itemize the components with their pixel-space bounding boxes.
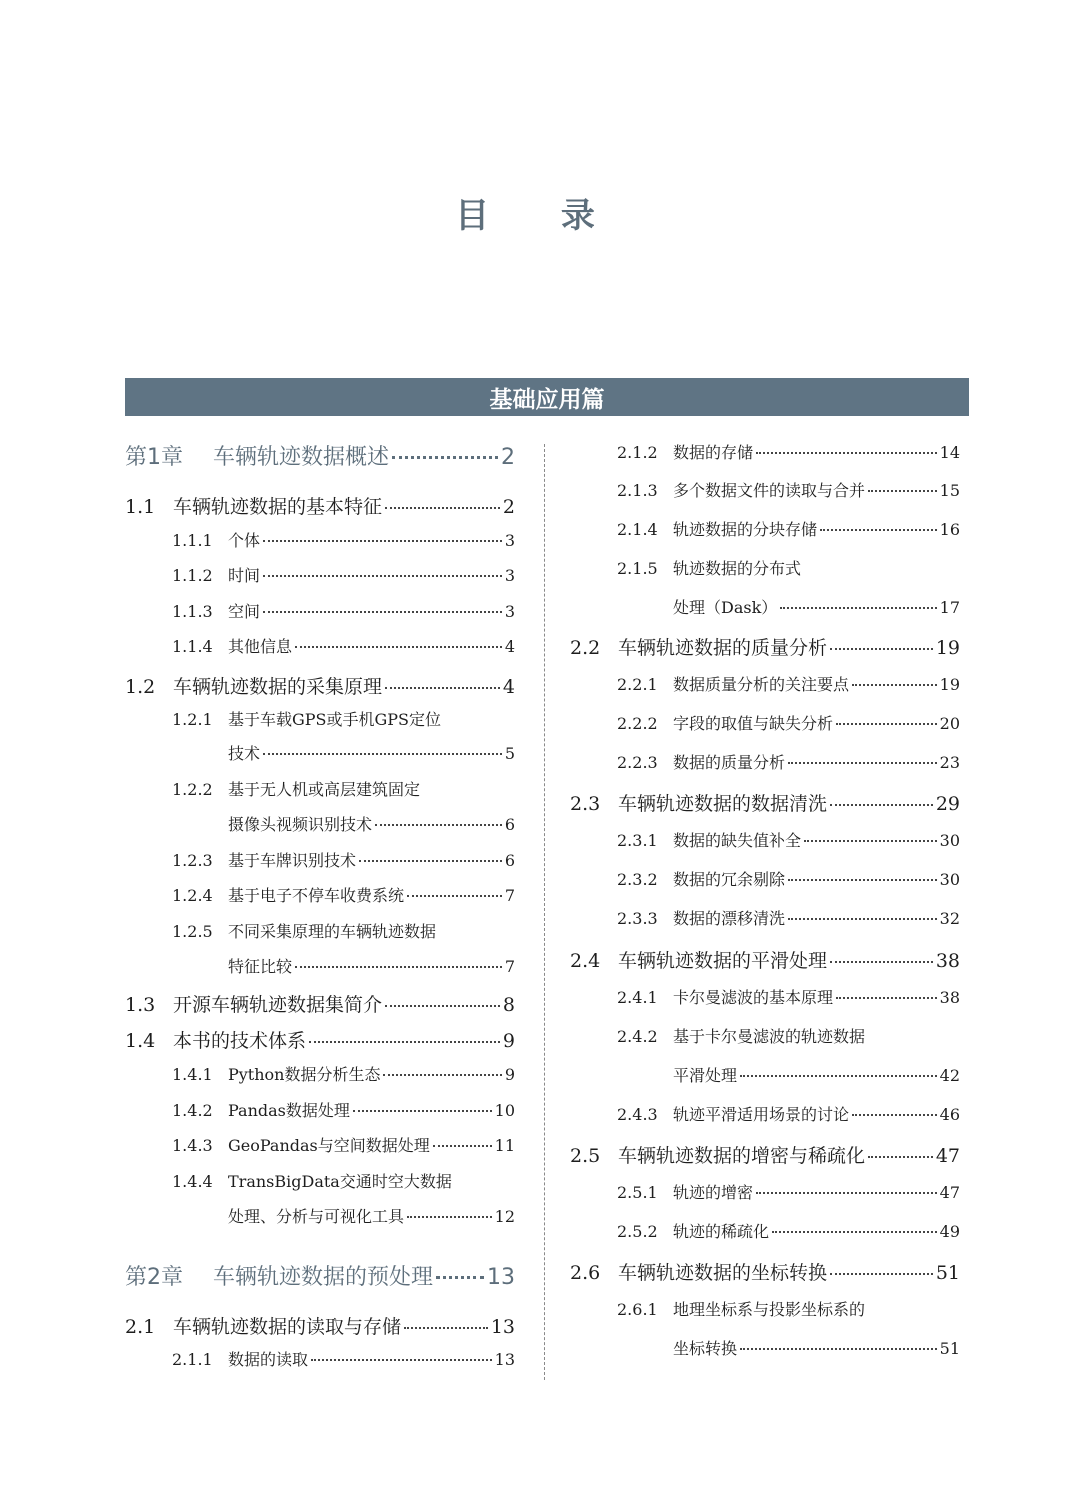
- page-number: 12: [494, 1207, 515, 1226]
- entry-number: 1.2.1: [172, 710, 213, 729]
- entry-title: 车辆轨迹数据的采集原理: [173, 676, 383, 698]
- entry-number: 2.4: [570, 950, 601, 972]
- entry-title: 轨迹平滑适用场景的讨论: [673, 1105, 850, 1124]
- section-entry[interactable]: [125, 672, 515, 699]
- subsection-entry[interactable]: [172, 919, 515, 942]
- subsection-entry[interactable]: [617, 1219, 960, 1242]
- subsection-entry[interactable]: [617, 517, 960, 540]
- page-number: 3: [504, 531, 515, 550]
- subsection-entry[interactable]: [172, 528, 515, 551]
- subsection-entry[interactable]: [617, 828, 960, 851]
- page-number: 13: [490, 1316, 515, 1338]
- entry-title: 数据的缺失值补全: [673, 831, 802, 850]
- page-number: 2: [501, 445, 515, 470]
- entry-number: 1.1: [125, 496, 156, 518]
- dot-leader: [830, 1273, 933, 1275]
- page-number: 9: [502, 1030, 515, 1052]
- entry-number: 1.4.1: [172, 1065, 213, 1084]
- subsection-entry[interactable]: [617, 867, 960, 890]
- page-number: 29: [935, 793, 960, 815]
- entry-title: 轨迹数据的分块存储: [673, 520, 818, 539]
- entry-title: 车辆轨迹数据的预处理: [213, 1265, 434, 1290]
- dot-leader: [836, 997, 937, 999]
- dot-leader: [359, 860, 502, 862]
- subsection-entry[interactable]: [617, 672, 960, 695]
- entry-title: 坐标转换: [673, 1339, 738, 1358]
- entry-number: 1.2.4: [172, 886, 213, 905]
- entry-number: 1.2.2: [172, 780, 213, 799]
- entry-number: 2.1.4: [617, 520, 658, 539]
- entry-title: 轨迹的增密: [673, 1183, 754, 1202]
- dot-leader: [756, 452, 937, 454]
- entry-title: 本书的技术体系: [173, 1030, 307, 1052]
- dot-leader: [852, 1114, 937, 1116]
- dot-leader: [788, 879, 937, 881]
- subsection-entry[interactable]: [673, 1063, 960, 1086]
- page-number: 14: [939, 443, 960, 462]
- dot-leader: [740, 1075, 937, 1077]
- subsection-entry[interactable]: [228, 954, 515, 977]
- dot-leader: [836, 723, 937, 725]
- entry-title: 车辆轨迹数据的读取与存储: [173, 1316, 402, 1338]
- entry-number: 第1章: [125, 445, 183, 470]
- dot-leader: [830, 804, 933, 806]
- dot-leader: [309, 1041, 500, 1043]
- entry-number: 2.2.2: [617, 714, 658, 733]
- entry-title: 车辆轨迹数据概述: [213, 445, 390, 470]
- entry-title: 时间: [228, 566, 261, 585]
- dot-leader: [383, 1074, 501, 1076]
- dot-leader: [375, 824, 502, 826]
- page-number: 17: [939, 598, 960, 617]
- subsection-entry[interactable]: [617, 1297, 960, 1320]
- entry-number: 2.5: [570, 1145, 601, 1167]
- entry-title: 基于电子不停车收费系统: [228, 886, 405, 905]
- section-entry[interactable]: [570, 1258, 960, 1285]
- entry-number: 2.3.2: [617, 870, 658, 889]
- page-number: 6: [504, 851, 515, 870]
- entry-title: TransBigData交通时空大数据: [228, 1172, 452, 1191]
- dot-leader: [263, 575, 502, 577]
- subsection-entry[interactable]: [673, 1336, 960, 1359]
- dot-leader: [436, 1276, 484, 1279]
- dot-leader: [295, 966, 502, 968]
- entry-title: 基于车牌识别技术: [228, 851, 357, 870]
- subsection-entry[interactable]: [172, 883, 515, 906]
- page-number: 8: [502, 994, 515, 1016]
- subsection-entry[interactable]: [617, 478, 960, 501]
- entry-title: 车辆轨迹数据的坐标转换: [618, 1262, 828, 1284]
- entry-title: 基于车载GPS或手机GPS定位: [228, 710, 442, 729]
- page-number: 5: [504, 744, 515, 763]
- page-number: 16: [939, 520, 960, 539]
- dot-leader: [830, 648, 933, 650]
- entry-title: 基于卡尔曼滤波的轨迹数据: [673, 1027, 866, 1046]
- dot-leader: [263, 611, 502, 613]
- dot-leader: [263, 753, 502, 755]
- subsection-entry[interactable]: [617, 985, 960, 1008]
- entry-number: 1.4: [125, 1030, 156, 1052]
- entry-title: 车辆轨迹数据的增密与稀疏化: [618, 1145, 866, 1167]
- entry-title: Python数据分析生态: [228, 1065, 381, 1084]
- entry-number: 2.1.3: [617, 481, 658, 500]
- dot-leader: [772, 1231, 937, 1233]
- entry-title: 数据的冗余剔除: [673, 870, 786, 889]
- page-number: 3: [504, 566, 515, 585]
- entry-number: 1.1.4: [172, 637, 213, 656]
- page-number: 47: [939, 1183, 960, 1202]
- page-number: 38: [935, 950, 960, 972]
- page-number: 38: [939, 988, 960, 1007]
- subsection-entry[interactable]: [172, 1098, 515, 1121]
- page-number: 7: [504, 957, 515, 976]
- page-number: 6: [504, 815, 515, 834]
- page-number: 49: [939, 1222, 960, 1241]
- entry-number: 2.2.3: [617, 753, 658, 772]
- entry-title: 技术: [228, 744, 261, 763]
- entry-title: 轨迹数据的分布式: [673, 559, 802, 578]
- entry-title: 其他信息: [228, 637, 293, 656]
- subsection-entry[interactable]: [617, 1102, 960, 1125]
- page-number: 30: [939, 870, 960, 889]
- entry-title: 字段的取值与缺失分析: [673, 714, 834, 733]
- section-entry[interactable]: [570, 946, 960, 973]
- entry-number: 1.4.2: [172, 1101, 213, 1120]
- entry-number: 2.2.1: [617, 675, 658, 694]
- entry-number: 1.4.4: [172, 1172, 213, 1191]
- entry-number: 2.1.1: [172, 1350, 213, 1369]
- entry-number: 2.4.2: [617, 1027, 658, 1046]
- entry-number: 1.2.3: [172, 851, 213, 870]
- chapter-entry[interactable]: [125, 440, 515, 471]
- entry-title: 平滑处理: [673, 1066, 738, 1085]
- subsection-entry[interactable]: [617, 750, 960, 773]
- dot-leader: [788, 918, 937, 920]
- subsection-entry[interactable]: [172, 634, 515, 657]
- page-number: 4: [502, 676, 515, 698]
- section-entry[interactable]: [570, 633, 960, 660]
- page-number: 42: [939, 1066, 960, 1085]
- subsection-entry[interactable]: [228, 1204, 515, 1227]
- entry-title: 不同采集原理的车辆轨迹数据: [228, 922, 437, 941]
- entry-title: 车辆轨迹数据的数据清洗: [618, 793, 828, 815]
- subsection-entry[interactable]: [228, 812, 515, 835]
- entry-title: 数据质量分析的关注要点: [673, 675, 850, 694]
- page-number: 19: [939, 675, 960, 694]
- column-divider: [544, 444, 545, 1380]
- section-entry[interactable]: [125, 492, 515, 519]
- page-number: 46: [939, 1105, 960, 1124]
- entry-title: 数据的存储: [673, 443, 754, 462]
- subsection-entry[interactable]: [172, 848, 515, 871]
- entry-title: 特征比较: [228, 957, 293, 976]
- page-number: 13: [487, 1265, 515, 1290]
- entry-title: 车辆轨迹数据的基本特征: [173, 496, 383, 518]
- entry-title: 车辆轨迹数据的质量分析: [618, 637, 828, 659]
- entry-title: 车辆轨迹数据的平滑处理: [618, 950, 828, 972]
- part-banner: 基础应用篇: [125, 378, 969, 416]
- dot-leader: [404, 1327, 488, 1329]
- subsection-entry[interactable]: [617, 906, 960, 929]
- entry-title: 数据的质量分析: [673, 753, 786, 772]
- entry-title: 数据的漂移清洗: [673, 909, 786, 928]
- dot-leader: [804, 840, 937, 842]
- page-number: 7: [504, 886, 515, 905]
- page-number: 15: [939, 481, 960, 500]
- page-number: 30: [939, 831, 960, 850]
- section-entry[interactable]: [125, 1312, 515, 1339]
- entry-number: 2.5.1: [617, 1183, 658, 1202]
- subsection-entry[interactable]: [617, 1024, 960, 1047]
- page-number: 9: [504, 1065, 515, 1084]
- page-number: 2: [502, 496, 515, 518]
- page-title: 目 录: [455, 196, 625, 236]
- dot-leader: [385, 507, 500, 509]
- entry-title: 地理坐标系与投影坐标系的: [673, 1300, 866, 1319]
- entry-title: 轨迹的稀疏化: [673, 1222, 770, 1241]
- subsection-entry[interactable]: [172, 707, 515, 730]
- subsection-entry[interactable]: [172, 599, 515, 622]
- page-number: 19: [935, 637, 960, 659]
- entry-number: 1.1.2: [172, 566, 213, 585]
- entry-number: 2.3.3: [617, 909, 658, 928]
- entry-title: 开源车辆轨迹数据集简介: [173, 994, 383, 1016]
- page-number: 13: [494, 1350, 515, 1369]
- subsection-entry[interactable]: [172, 563, 515, 586]
- subsection-entry[interactable]: [172, 777, 515, 800]
- entry-number: 2.1: [125, 1316, 156, 1338]
- section-entry[interactable]: [125, 1026, 515, 1053]
- entry-title: Pandas数据处理: [228, 1101, 350, 1120]
- entry-number: 2.1.5: [617, 559, 658, 578]
- entry-title: GeoPandas与空间数据处理: [228, 1136, 430, 1155]
- dot-leader: [295, 646, 502, 648]
- page-number: 51: [939, 1339, 960, 1358]
- dot-leader: [820, 529, 937, 531]
- dot-leader: [830, 961, 933, 963]
- entry-number: 2.3.1: [617, 831, 658, 850]
- dot-leader: [407, 895, 502, 897]
- entry-number: 2.6: [570, 1262, 601, 1284]
- page-number: 10: [494, 1101, 515, 1120]
- subsection-entry[interactable]: [617, 440, 960, 463]
- page-number: 51: [935, 1262, 960, 1284]
- subsection-entry[interactable]: [172, 1133, 515, 1156]
- entry-number: 2.6.1: [617, 1300, 658, 1319]
- entry-title: 基于无人机或高层建筑固定: [228, 780, 421, 799]
- section-entry[interactable]: [125, 990, 515, 1017]
- subsection-entry[interactable]: [172, 1062, 515, 1085]
- page-number: 11: [494, 1136, 515, 1155]
- subsection-entry[interactable]: [673, 595, 960, 618]
- dot-leader: [407, 1216, 492, 1218]
- subsection-entry[interactable]: [172, 1169, 515, 1192]
- subsection-entry[interactable]: [617, 711, 960, 734]
- entry-title: 空间: [228, 602, 261, 621]
- entry-number: 1.2.5: [172, 922, 213, 941]
- subsection-entry[interactable]: [617, 1180, 960, 1203]
- dot-leader: [433, 1145, 492, 1147]
- dot-leader: [263, 540, 502, 542]
- entry-title: 卡尔曼滤波的基本原理: [673, 988, 834, 1007]
- dot-leader: [311, 1359, 492, 1361]
- dot-leader: [385, 1005, 500, 1007]
- entry-number: 2.2: [570, 637, 601, 659]
- dot-leader: [852, 684, 937, 686]
- entry-number: 2.3: [570, 793, 601, 815]
- dot-leader: [788, 762, 937, 764]
- entry-title: 个体: [228, 531, 261, 550]
- entry-number: 1.4.3: [172, 1136, 213, 1155]
- dot-leader: [756, 1192, 937, 1194]
- section-entry[interactable]: [570, 1141, 960, 1168]
- dot-leader: [780, 607, 936, 609]
- entry-number: 2.1.2: [617, 443, 658, 462]
- subsection-entry[interactable]: [617, 556, 960, 579]
- page-number: 20: [939, 714, 960, 733]
- entry-number: 1.1.3: [172, 602, 213, 621]
- entry-number: 2.5.2: [617, 1222, 658, 1241]
- entry-number: 2.4.1: [617, 988, 658, 1007]
- dot-leader: [868, 1156, 933, 1158]
- entry-title: 数据的读取: [228, 1350, 309, 1369]
- chapter-entry[interactable]: [125, 1260, 515, 1291]
- dot-leader: [868, 490, 937, 492]
- page-number: 32: [939, 909, 960, 928]
- dot-leader: [353, 1110, 492, 1112]
- subsection-entry[interactable]: [228, 741, 515, 764]
- page-number: 47: [935, 1145, 960, 1167]
- page-number: 3: [504, 602, 515, 621]
- entry-number: 第2章: [125, 1265, 183, 1290]
- dot-leader: [740, 1348, 937, 1350]
- entry-number: 1.1.1: [172, 531, 213, 550]
- subsection-entry[interactable]: [172, 1347, 515, 1370]
- entry-title: 处理（Dask）: [673, 598, 778, 617]
- section-entry[interactable]: [570, 789, 960, 816]
- entry-number: 1.2: [125, 676, 156, 698]
- entry-number: 2.4.3: [617, 1105, 658, 1124]
- dot-leader: [392, 456, 498, 459]
- entry-title: 摄像头视频识别技术: [228, 815, 373, 834]
- entry-number: 1.3: [125, 994, 156, 1016]
- dot-leader: [385, 687, 500, 689]
- page-number: 4: [504, 637, 515, 656]
- entry-title: 多个数据文件的读取与合并: [673, 481, 866, 500]
- entry-title: 处理、分析与可视化工具: [228, 1207, 405, 1226]
- page-number: 23: [939, 753, 960, 772]
